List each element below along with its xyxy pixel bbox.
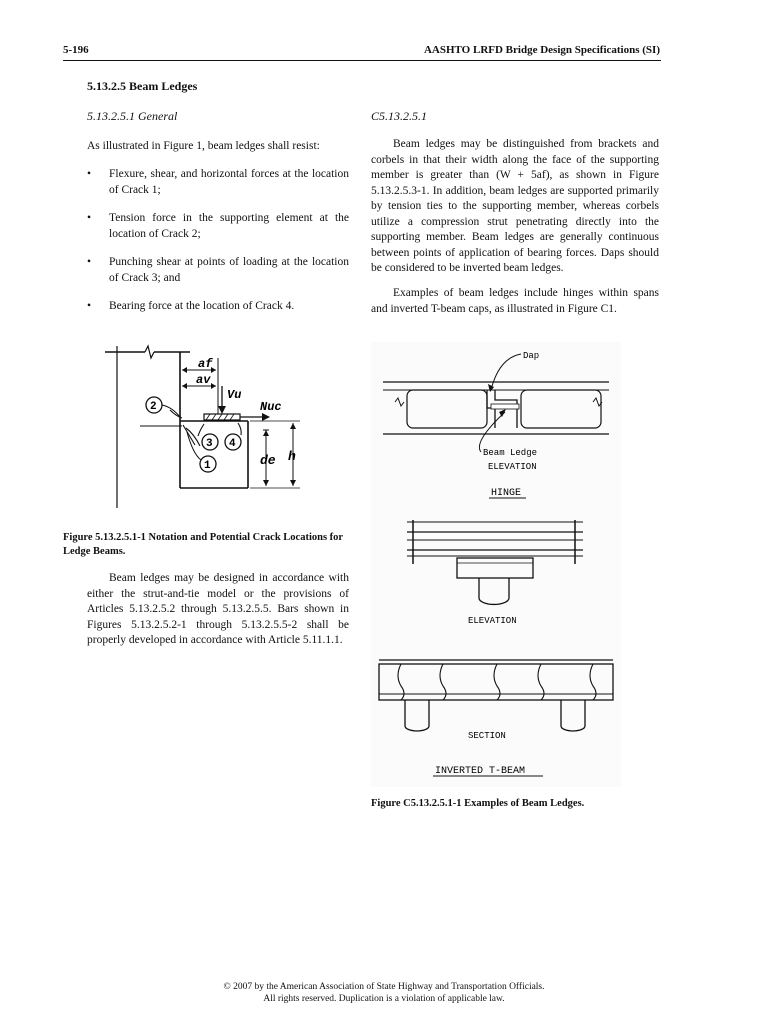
copyright-footer — [0, 981, 768, 1005]
page-number: 5-196 — [63, 44, 89, 56]
header-rule — [63, 60, 661, 61]
hinge-elevation-label: ELEVATION — [488, 462, 537, 472]
section-label: SECTION — [468, 731, 506, 741]
af-label: af — [198, 357, 213, 371]
figure-1-caption: Figure 5.13.2.5.1-1 Notation and Potential Crack Locations for Ledge Beams. — [63, 532, 343, 557]
general-heading: 5.13.2.5.1 General — [87, 109, 178, 123]
list-item: • Flexure, shear, and horizontal forces at the location of Crack 1; — [87, 168, 349, 196]
commentary-paragraph-1: Beam ledges may be distinguished from brackets and corbels in that their width along the face of the supporting member is greater than (W + 5af), as shown in Figure 5.13.2.5.3-1. In addition, beam ledges are supported primarily by tension ties to the supporting member, whereas corbels utilize a compression strut penetrating directly into the supporting member. Beam ledges are generally continuous between points of application of bearing forces. Daps should be considered to be inverted beam ledges. — [371, 138, 659, 274]
list-item: • Tension force in the supporting element at the location of Crack 2; — [87, 212, 349, 240]
list-item: • Punching shear at points of loading at the location of Crack 3; and — [87, 256, 349, 284]
beam-ledge-examples-figure — [371, 342, 621, 787]
bullet-icon: • — [87, 256, 92, 268]
hinge-title: HINGE — [491, 488, 522, 499]
de-label: de — [260, 453, 276, 468]
vu-label: Vu — [227, 388, 242, 402]
bullet-icon: • — [87, 300, 92, 312]
crack-list — [87, 167, 349, 328]
design-paragraph: Beam ledges may be designed in accordance with either the strut-and-tie model or the provisions of Articles 5.13.2.5.2 through 5.13.2.5.5. Bars shown in Figures 5.13.2.5.2-1 through 5.13.2.5.5-2 shall be properly developed in accordance with Article 5.11.1.1. — [87, 572, 349, 646]
ledge-beam-figure — [100, 338, 330, 518]
inverted-t-beam-title: INVERTED T-BEAM — [435, 766, 526, 777]
tbeam-elevation-label: ELEVATION — [468, 616, 517, 626]
running-title: AASHTO LRFD Bridge Design Specifications (SI) — [423, 44, 660, 56]
crack-3-marker: 3 — [206, 438, 213, 450]
crack-1-marker: 1 — [204, 460, 211, 472]
rights-line: All rights reserved. Duplication is a violation of applicable law. — [263, 994, 505, 1004]
list-item: • Bearing force at the location of Crack 4. — [87, 299, 349, 315]
section-title: 5.13.2.5 Beam Ledges — [87, 79, 198, 93]
crack-2-marker: 2 — [150, 401, 157, 413]
bullet-icon: • — [87, 212, 92, 224]
bullet-icon: • — [87, 168, 92, 180]
figure-c1-caption: Figure C5.13.2.5.1-1 Examples of Beam Ledges. — [371, 798, 585, 809]
intro-text: As illustrated in Figure 1, beam ledges shall resist: — [87, 140, 320, 152]
h-label: h — [288, 449, 296, 464]
commentary-heading: C5.13.2.5.1 — [371, 109, 428, 123]
crack-4-marker: 4 — [229, 438, 236, 450]
commentary-paragraph-2: Examples of beam ledges include hinges within spans and inverted T-beam caps, as illustrated in Figure C1. — [371, 287, 659, 315]
dap-label: Dap — [523, 351, 540, 361]
copyright-line: © 2007 by the American Association of State Highway and Transportation Officials. — [223, 982, 545, 992]
nuc-label: Nuc — [260, 400, 282, 414]
beam-ledge-label: Beam Ledge — [483, 448, 538, 458]
av-label: av — [196, 373, 211, 387]
